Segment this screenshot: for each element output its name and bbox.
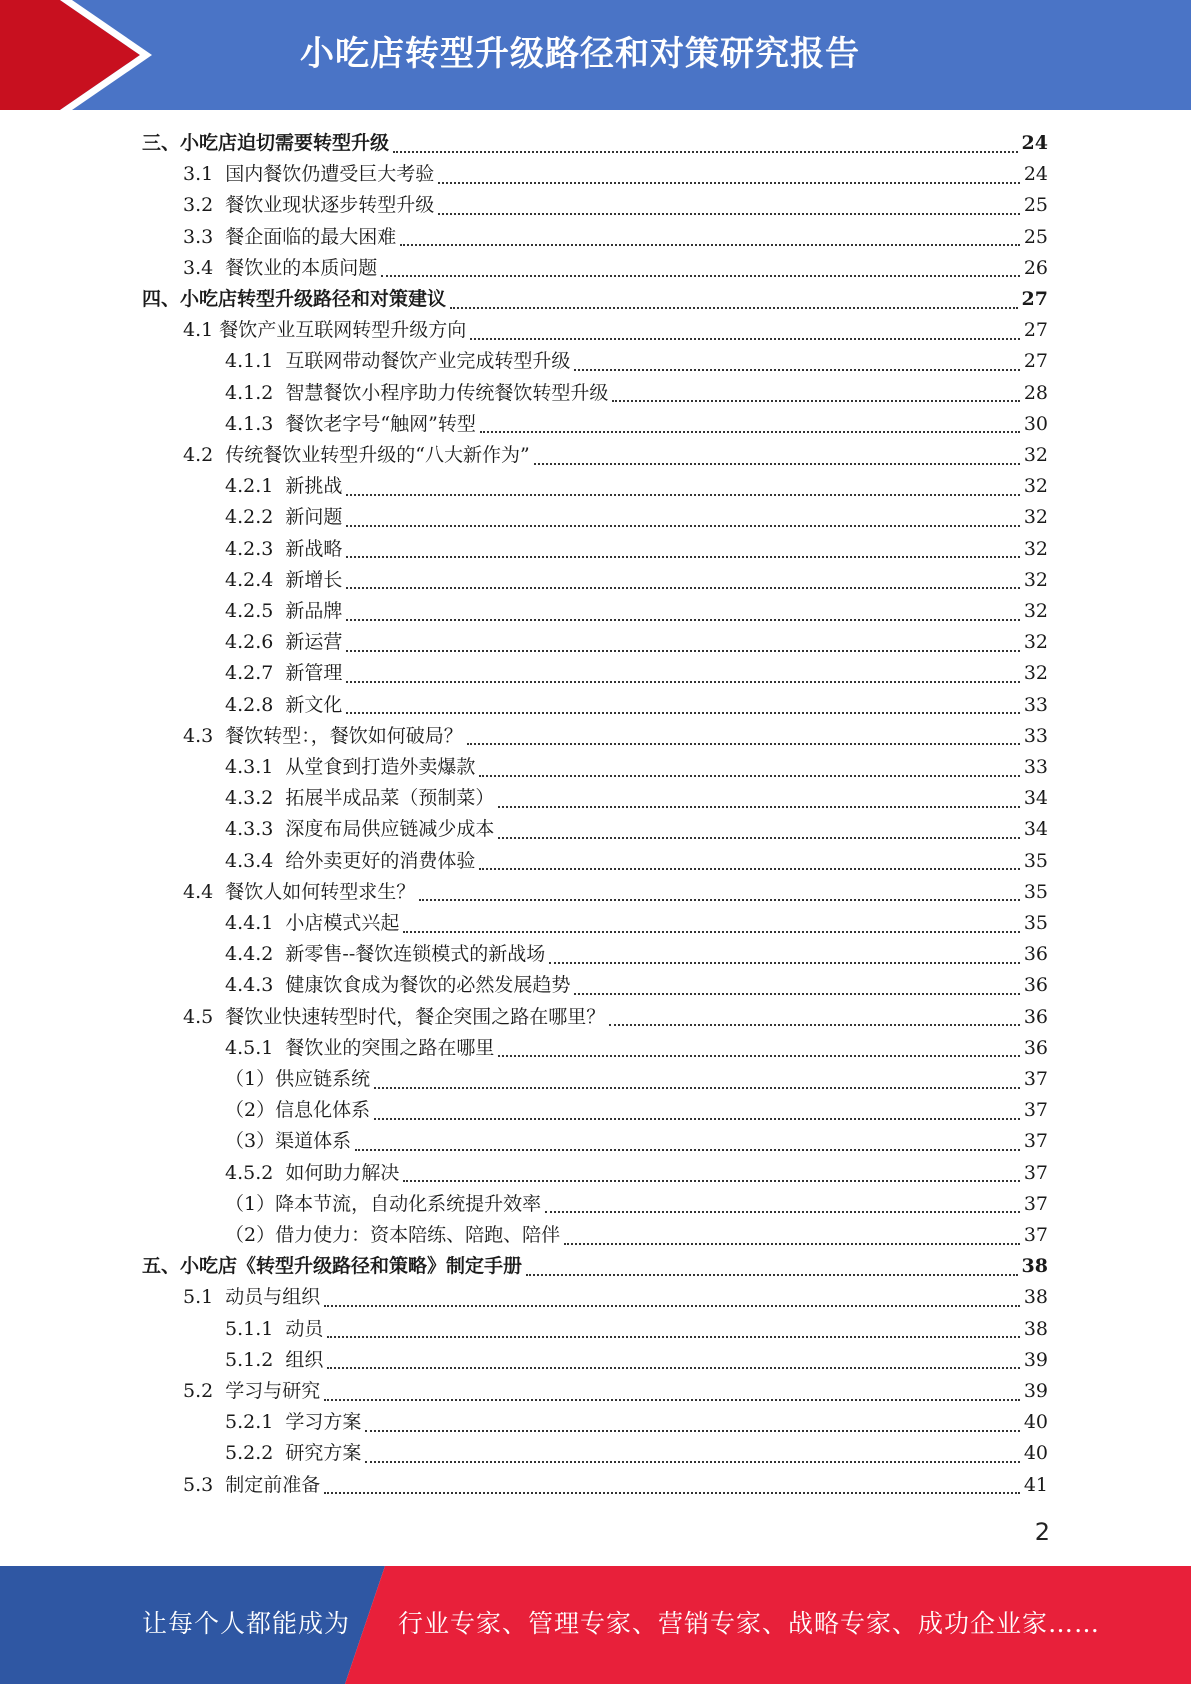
toc-entry[interactable] xyxy=(225,752,1048,783)
toc-leader-dots xyxy=(346,619,1019,621)
toc-entry-page: 32 xyxy=(1023,444,1048,466)
toc-entry-page: 35 xyxy=(1023,849,1048,872)
toc-entry-label: 四、小吃店转型升级路径和对策建议 xyxy=(142,288,447,310)
toc-entry[interactable] xyxy=(225,565,1048,596)
toc-entry-page: 40 xyxy=(1023,1411,1048,1434)
toc-entry[interactable] xyxy=(225,908,1048,939)
toc-entry-label: 4.2.4 新增长 xyxy=(225,568,343,591)
toc-entry[interactable] xyxy=(225,1438,1048,1469)
toc-entry-label: 4.2.2 新问题 xyxy=(225,506,343,529)
toc-leader-dots xyxy=(403,1180,1019,1182)
toc-entry[interactable] xyxy=(183,315,1048,346)
toc-entry-page: 32 xyxy=(1023,600,1048,622)
toc-leader-dots xyxy=(479,868,1019,870)
toc-entry-label: 4.2.6 新运营 xyxy=(225,631,343,654)
toc-entry-page: 27 xyxy=(1021,288,1048,310)
toc-entry-page: 36 xyxy=(1023,1036,1048,1059)
toc-entry-page: 35 xyxy=(1023,912,1048,934)
toc-entry-page: 25 xyxy=(1023,225,1048,248)
toc-leader-dots xyxy=(381,275,1020,277)
toc-entry-page: 33 xyxy=(1023,693,1048,716)
toc-entry[interactable] xyxy=(183,159,1048,190)
toc-entry-label: 3.3 餐企面临的最大困难 xyxy=(183,225,397,248)
toc-entry-page: 37 xyxy=(1023,1224,1048,1246)
toc-leader-dots xyxy=(324,1492,1020,1494)
toc-leader-dots xyxy=(438,213,1020,215)
toc-entry[interactable] xyxy=(225,346,1048,377)
toc-leader-dots xyxy=(365,1430,1019,1432)
document-title: 小吃店转型升级路径和对策研究报告 xyxy=(300,34,860,74)
toc-leader-dots xyxy=(549,962,1020,964)
toc-entry[interactable] xyxy=(225,1064,1048,1095)
toc-entry-page: 34 xyxy=(1023,818,1048,841)
toc-entry[interactable] xyxy=(225,783,1048,814)
toc-entry[interactable] xyxy=(183,1470,1048,1501)
toc-entry-page: 37 xyxy=(1023,1192,1048,1215)
toc-leader-dots xyxy=(498,1055,1019,1057)
toc-entry-label: 4.4.1 小店模式兴起 xyxy=(225,912,400,934)
toc-entry-label: 4.2.1 新挑战 xyxy=(225,475,343,498)
toc-entry-page: 30 xyxy=(1023,412,1048,435)
toc-entry[interactable] xyxy=(183,222,1048,253)
toc-entry-page: 24 xyxy=(1023,163,1048,186)
toc-leader-dots xyxy=(450,307,1018,309)
toc-leader-dots xyxy=(574,993,1019,995)
toc-entry-label: 4.5 餐饮业快速转型时代，餐企突围之路在哪里？ xyxy=(183,1005,606,1028)
chevron-decoration xyxy=(0,0,160,110)
toc-entry-label: 三、小吃店迫切需要转型升级 xyxy=(142,132,390,154)
toc-entry-page: 41 xyxy=(1023,1473,1048,1496)
toc-entry-page: 36 xyxy=(1023,1005,1048,1028)
toc-entry-page: 37 xyxy=(1023,1130,1048,1153)
toc-entry-page: 26 xyxy=(1023,256,1048,279)
toc-leader-dots xyxy=(346,556,1019,558)
toc-entry-label: 五、小吃店《转型升级路径和策略》制定手册 xyxy=(142,1255,523,1278)
toc-entry-page: 33 xyxy=(1023,724,1048,747)
toc-entry[interactable] xyxy=(142,284,1048,315)
toc-entry-page: 33 xyxy=(1023,756,1048,778)
toc-entry[interactable] xyxy=(183,1282,1048,1313)
toc-entry-page: 32 xyxy=(1023,631,1048,654)
toc-leader-dots xyxy=(346,712,1019,714)
toc-leader-dots xyxy=(564,1243,1020,1245)
toc-entry-page: 40 xyxy=(1023,1442,1048,1465)
toc-entry[interactable] xyxy=(225,534,1048,565)
toc-entry-label: 4.2.5 新品牌 xyxy=(225,600,343,622)
toc-entry[interactable] xyxy=(225,1314,1048,1345)
toc-entry-page: 38 xyxy=(1021,1255,1048,1278)
toc-entry[interactable] xyxy=(225,1407,1048,1438)
toc-entry-label: 5.1.2 组织 xyxy=(225,1348,324,1371)
toc-entry[interactable] xyxy=(225,658,1048,689)
toc-entry-page: 36 xyxy=(1023,974,1048,997)
toc-entry[interactable] xyxy=(225,690,1048,721)
toc-leader-dots xyxy=(479,775,1019,777)
toc-entry-label: 5.2.2 研究方案 xyxy=(225,1442,362,1465)
toc-entry-page: 37 xyxy=(1023,1068,1048,1090)
toc-entry-page: 32 xyxy=(1023,568,1048,591)
toc-leader-dots xyxy=(393,151,1018,153)
toc-entry-page: 39 xyxy=(1023,1348,1048,1371)
toc-entry[interactable] xyxy=(225,471,1048,502)
toc-entry[interactable] xyxy=(183,1002,1048,1033)
toc-entry-label: 4.3 餐饮转型：，餐饮如何破局？ xyxy=(183,724,463,747)
toc-leader-dots xyxy=(467,743,1020,745)
toc-entry[interactable] xyxy=(225,1095,1048,1126)
toc-leader-dots xyxy=(534,463,1020,465)
toc-entry-label: 4.2.7 新管理 xyxy=(225,662,343,685)
toc-entry-label: 4.5.1 餐饮业的突围之路在哪里 xyxy=(225,1036,495,1059)
footer-slogan-right: 行业专家、管理专家、营销专家、战略专家、成功企业家…… xyxy=(398,1609,1101,1638)
toc-entry[interactable] xyxy=(142,1251,1048,1282)
toc-leader-dots xyxy=(498,837,1019,839)
toc-entry-label: 4.3.3 深度布局供应链减少成本 xyxy=(225,818,495,841)
toc-leader-dots xyxy=(346,681,1019,683)
toc-entry-label: 4.3.2 拓展半成品菜（预制菜） xyxy=(225,787,495,810)
toc-leader-dots xyxy=(327,1336,1019,1338)
toc-leader-dots xyxy=(346,587,1019,589)
toc-entry[interactable] xyxy=(225,1126,1048,1157)
toc-entry-label: 4.2 传统餐饮业转型升级的“八大新作为” xyxy=(183,444,530,466)
toc-leader-dots xyxy=(545,1211,1020,1213)
toc-entry[interactable] xyxy=(225,627,1048,658)
toc-entry[interactable] xyxy=(142,128,1048,159)
toc-entry-page: 35 xyxy=(1023,880,1048,903)
toc-entry-label: 5.3 制定前准备 xyxy=(183,1473,321,1496)
toc-entry-label: 3.2 餐饮业现状逐步转型升级 xyxy=(183,194,435,217)
toc-leader-dots xyxy=(346,525,1019,527)
footer-band xyxy=(0,1566,1191,1684)
toc-leader-dots xyxy=(498,806,1019,808)
toc-leader-dots xyxy=(526,1274,1018,1276)
toc-entry-label: 4.2.8 新文化 xyxy=(225,693,343,716)
toc-leader-dots xyxy=(612,400,1019,402)
toc-entry-page: 38 xyxy=(1023,1317,1048,1340)
toc-entry-label: （1）供应链系统 xyxy=(225,1068,371,1090)
toc-entry-label: 4.1 餐饮产业互联网转型升级方向 xyxy=(183,319,467,342)
toc-entry-label: 5.2.1 学习方案 xyxy=(225,1411,362,1434)
toc-entry[interactable] xyxy=(225,1033,1048,1064)
toc-entry[interactable] xyxy=(225,970,1048,1001)
toc-entry-label: （3）渠道体系 xyxy=(225,1130,352,1153)
toc-entry-page: 27 xyxy=(1023,350,1048,373)
page-number: 2 xyxy=(1034,1518,1050,1546)
toc-entry-page: 38 xyxy=(1023,1286,1048,1309)
toc-entry[interactable] xyxy=(225,378,1048,409)
toc-leader-dots xyxy=(355,1149,1020,1151)
toc-entry-label: 4.1.2 智慧餐饮小程序助力传统餐饮转型升级 xyxy=(225,381,609,404)
toc-entry-page: 28 xyxy=(1023,381,1048,404)
toc-entry-page: 32 xyxy=(1023,475,1048,498)
toc-entry-page: 27 xyxy=(1023,319,1048,342)
toc-leader-dots xyxy=(374,1118,1020,1120)
toc-leader-dots xyxy=(365,1461,1019,1463)
toc-entry[interactable] xyxy=(225,502,1048,533)
toc-entry-label: （2）信息化体系 xyxy=(225,1099,371,1122)
toc-entry-label: 4.4.2 新零售--餐饮连锁模式的新战场 xyxy=(225,943,546,966)
toc-entry-page: 37 xyxy=(1023,1161,1048,1184)
toc-entry-label: 4.4 餐饮人如何转型求生？ xyxy=(183,880,416,903)
toc-entry[interactable] xyxy=(225,1158,1048,1189)
toc-leader-dots xyxy=(438,182,1020,184)
toc-entry-label: 4.4.3 健康饮食成为餐饮的必然发展趋势 xyxy=(225,974,571,997)
toc-leader-dots xyxy=(324,1305,1020,1307)
toc-entry-label: 4.2.3 新战略 xyxy=(225,537,343,560)
toc-entry[interactable] xyxy=(225,1345,1048,1376)
toc-entry-label: 5.1.1 动员 xyxy=(225,1317,324,1340)
toc-leader-dots xyxy=(400,244,1020,246)
toc-entry-label: （1）降本节流，自动化系统提升效率 xyxy=(225,1192,542,1215)
toc-entry-label: 4.3.1 从堂食到打造外卖爆款 xyxy=(225,756,476,778)
footer-slogan-left: 让每个人都能成为 xyxy=(142,1609,351,1638)
toc-entry[interactable] xyxy=(183,253,1048,284)
toc-leader-dots xyxy=(574,369,1019,371)
toc-entry-page: 32 xyxy=(1023,506,1048,529)
toc-entry-label: 4.5.2 如何助力解决 xyxy=(225,1161,400,1184)
toc-entry[interactable] xyxy=(225,409,1048,440)
toc-entry[interactable] xyxy=(225,814,1048,845)
toc-entry[interactable] xyxy=(225,1189,1048,1220)
toc-entry-page: 37 xyxy=(1023,1099,1048,1122)
toc-entry[interactable] xyxy=(225,846,1048,877)
toc-entry-label: （2）借力使力：资本陪练、陪跑、陪伴 xyxy=(225,1224,561,1246)
toc-entry[interactable] xyxy=(225,939,1048,970)
toc-entry[interactable] xyxy=(183,721,1048,752)
header-band xyxy=(0,0,1191,110)
toc-entry[interactable] xyxy=(225,596,1048,627)
toc-leader-dots xyxy=(346,494,1019,496)
toc-leader-dots xyxy=(327,1367,1019,1369)
toc-leader-dots xyxy=(403,931,1019,933)
toc-entry[interactable] xyxy=(183,1376,1048,1407)
toc-leader-dots xyxy=(480,431,1020,433)
toc-entry-page: 36 xyxy=(1023,943,1048,966)
toc-entry[interactable] xyxy=(225,1220,1048,1251)
toc-leader-dots xyxy=(324,1399,1020,1401)
toc-entry[interactable] xyxy=(183,877,1048,908)
toc-entry-page: 24 xyxy=(1021,132,1048,154)
toc-leader-dots xyxy=(346,650,1019,652)
toc-leader-dots xyxy=(419,899,1020,901)
toc-entry-label: 4.1.3 餐饮老字号“触网”转型 xyxy=(225,412,476,435)
toc-entry-page: 32 xyxy=(1023,662,1048,685)
toc-entry-page: 25 xyxy=(1023,194,1048,217)
toc-leader-dots xyxy=(374,1087,1020,1089)
toc-entry-label: 5.2 学习与研究 xyxy=(183,1380,321,1402)
toc-entry[interactable] xyxy=(183,440,1048,471)
toc-leader-dots xyxy=(609,1024,1020,1026)
toc-entry-label: 5.1 动员与组织 xyxy=(183,1286,321,1309)
toc-entry-label: 4.3.4 给外卖更好的消费体验 xyxy=(225,849,476,872)
toc-entry-page: 32 xyxy=(1023,537,1048,560)
toc-entry-page: 34 xyxy=(1023,787,1048,810)
toc-entry-page: 39 xyxy=(1023,1380,1048,1402)
toc-entry[interactable] xyxy=(183,190,1048,221)
toc-entry-label: 4.1.1 互联网带动餐饮产业完成转型升级 xyxy=(225,350,571,373)
toc-leader-dots xyxy=(470,338,1020,340)
toc-entry-label: 3.1 国内餐饮仍遭受巨大考验 xyxy=(183,163,435,186)
toc-entry-label: 3.4 餐饮业的本质问题 xyxy=(183,256,378,279)
